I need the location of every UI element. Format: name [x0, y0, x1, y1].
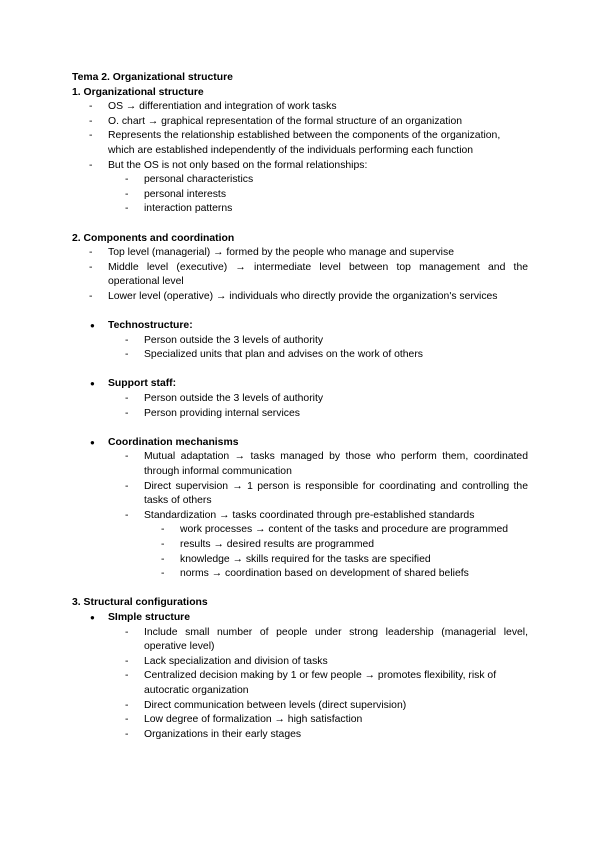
dash-marker: - [125, 349, 129, 361]
list-item: - Person outside the 3 levels of authority [72, 392, 528, 407]
simple-structure-heading: ● SImple structure [72, 611, 528, 626]
technostructure-heading: ● Technostructure: [72, 319, 528, 334]
dash-marker: - [125, 480, 129, 492]
dash-marker: - [125, 670, 129, 682]
bullet-marker: ● [90, 612, 95, 622]
dash-marker: - [89, 101, 93, 113]
dash-marker: - [125, 334, 129, 346]
dash-marker: - [161, 568, 165, 580]
dash-marker: - [89, 290, 93, 302]
list-item: - Lack specialization and division of tasks [72, 655, 528, 670]
dash-marker: - [161, 539, 165, 550]
dash-marker: - [161, 524, 165, 536]
section-1-heading: 1. Organizational structure [72, 86, 204, 98]
list-item: - Standardization → tasks coordinated through pre-established standards [72, 509, 528, 524]
list-item: - personal characteristics [72, 173, 528, 188]
list-item: - personal interests [72, 188, 528, 203]
list-item: - Middle level (executive) → intermediate level between top management and the operational level [89, 261, 528, 288]
bullet-marker: ● [90, 379, 95, 389]
list-item: - work processes → content of the tasks and procedure are programmed [72, 523, 528, 538]
bullet-marker: ● [90, 437, 95, 447]
list-item: - OS → differentiation and integration of work tasks [72, 100, 528, 115]
coordination-mechanisms-heading: ● Coordination mechanisms [72, 436, 528, 451]
list-item: - Specialized units that plan and advises on the work of others [72, 348, 528, 363]
dash-marker: - [89, 130, 93, 142]
dash-marker: - [125, 203, 129, 215]
dash-marker: - [89, 115, 93, 127]
dash-marker: - [125, 407, 129, 419]
dash-marker: - [125, 626, 129, 638]
list-item: - Top level (managerial) → formed by the people who manage and supervise [72, 246, 528, 261]
dash-marker: - [125, 174, 129, 186]
dash-marker: - [125, 393, 129, 405]
list-item: - But the OS is not only based on the formal relationships: [72, 159, 528, 174]
list-item: - results → desired results are programmed [72, 538, 528, 553]
dash-marker: - [89, 261, 93, 273]
dash-marker: - [125, 655, 129, 667]
dash-marker: - [125, 451, 129, 463]
list-item: - Organizations in their early stages [72, 728, 528, 743]
document-title: Tema 2. Organizational structure [72, 72, 233, 83]
list-item: - Mutual adaptation → tasks managed by those who perform them, coordinated through informal communication [125, 451, 528, 478]
dash-marker: - [125, 188, 129, 200]
dash-marker: - [125, 509, 129, 521]
list-item: - Person providing internal services [72, 407, 528, 422]
bullet-marker: ● [90, 321, 95, 331]
list-item: - Person outside the 3 levels of authority [72, 334, 528, 349]
list-item: - Centralized decision making by 1 or few people → promotes flexibility, risk of autocratic organization [125, 670, 497, 696]
dash-marker: - [89, 159, 93, 171]
support-staff-heading: ● Support staff: [72, 377, 528, 392]
list-item: - Lower level (operative) → individuals who directly provide the organization's services [72, 290, 528, 305]
list-item: - Direct supervision → 1 person is responsible for coordinating and controlling the tasks of others [125, 480, 528, 507]
document-page [72, 71, 528, 742]
list-item: - knowledge → skills required for the tasks are specified [72, 553, 528, 568]
list-item: - interaction patterns [72, 202, 528, 217]
dash-marker: - [125, 714, 129, 726]
list-item: - Represents the relationship established between the components of the organization, which are established independently of the individuals performing each function [89, 130, 501, 156]
section-3-heading: 3. Structural configurations [72, 597, 208, 609]
list-item: - O. chart → graphical representation of the formal structure of an organization [72, 115, 528, 130]
dash-marker: - [125, 728, 129, 740]
section-2-heading: 2. Components and coordination [72, 232, 235, 244]
dash-marker: - [89, 247, 93, 259]
list-item: - Low degree of formalization → high satisfaction [72, 713, 528, 728]
dash-marker: - [125, 699, 129, 711]
list-item: - Direct communication between levels (direct supervision) [72, 699, 528, 714]
list-item: - norms → coordination based on development of shared beliefs [72, 567, 528, 582]
list-item: - Include small number of people under strong leadership (managerial level, operative level) [125, 626, 528, 653]
dash-marker: - [161, 553, 165, 565]
